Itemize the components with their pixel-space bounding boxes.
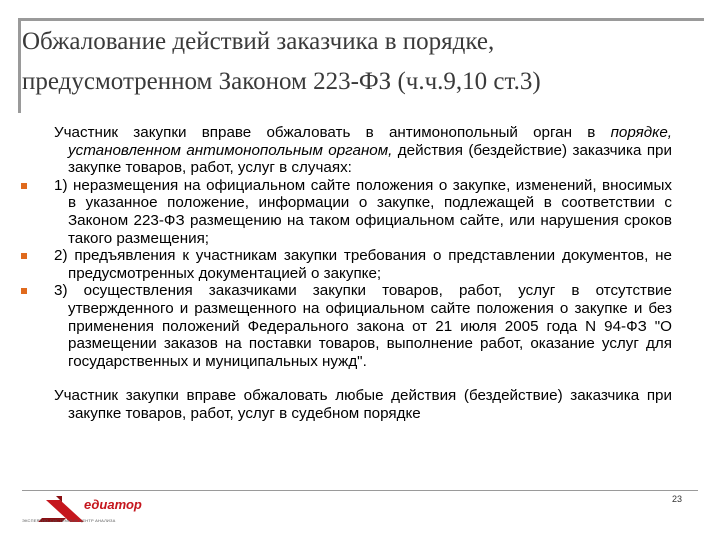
slide-title	[22, 22, 692, 102]
list-item	[54, 247, 672, 282]
footer-divider	[22, 490, 698, 491]
bullet-square-icon	[21, 183, 27, 189]
intro-paragraph	[54, 124, 672, 177]
logo-wordmark: едиатор	[84, 497, 142, 512]
mediator-logo	[22, 494, 202, 536]
list-item-text: 3) осуществления заказчиками закупки товаров, работ, услуг в отсутствие утвержденного и размещенного на официальном сайте положения о закупке и без применения положений Федерального закона от 21 июля 2005 года N 94-ФЗ "О размещении заказов на поставки товаров, выполнение работ, оказание услуг для государственных и муниципальных нужд".	[54, 282, 672, 370]
list-item	[54, 282, 672, 370]
intro-text-b: действия (бездействие) заказчика при закупке товаров, работ, услуг в случаях:	[68, 141, 672, 177]
title-line-1: Обжалование действий заказчика в порядке,	[22, 28, 495, 55]
list-item-text: 2) предъявления к участникам закупки требования о представлении документов, не предусмотренных документацией о закупке;	[54, 247, 672, 282]
bullet-square-icon	[21, 288, 27, 294]
logo-tagline: ЭКСПЕРТНО-СИСТЕМНЫЙ ЦЕНТР АНАЛИЗА	[22, 518, 116, 523]
intro-text-a: Участник закупки вправе обжаловать в антимонопольный орган в	[54, 124, 611, 141]
list-item-text: 1) неразмещения на официальном сайте положения о закупке, изменений, вносимых в указанное положение, информации о закупке, подлежащей в соответствии с Законом 223-ФЗ размещению на таком официальном сайте, или нарушения сроков такого размещения;	[54, 176, 672, 247]
page-number: 23	[671, 494, 682, 504]
slide-body	[54, 124, 672, 423]
list-item	[54, 177, 672, 247]
title-frame-top	[18, 18, 704, 21]
intro-text-italic: порядке, установленном антимонопольным органом,	[68, 124, 672, 159]
title-frame-left	[18, 18, 21, 113]
spacer	[54, 370, 672, 387]
slide-footer	[0, 480, 720, 540]
closing-paragraph: Участник закупки вправе обжаловать любые действия (бездействие) заказчика при закупке товаров, работ, услуг в судебном порядке	[54, 387, 672, 422]
title-line-2: предусмотренном Законом 223-ФЗ (ч.ч.9,10 ст.3)	[22, 68, 541, 95]
bullet-square-icon	[21, 253, 27, 259]
